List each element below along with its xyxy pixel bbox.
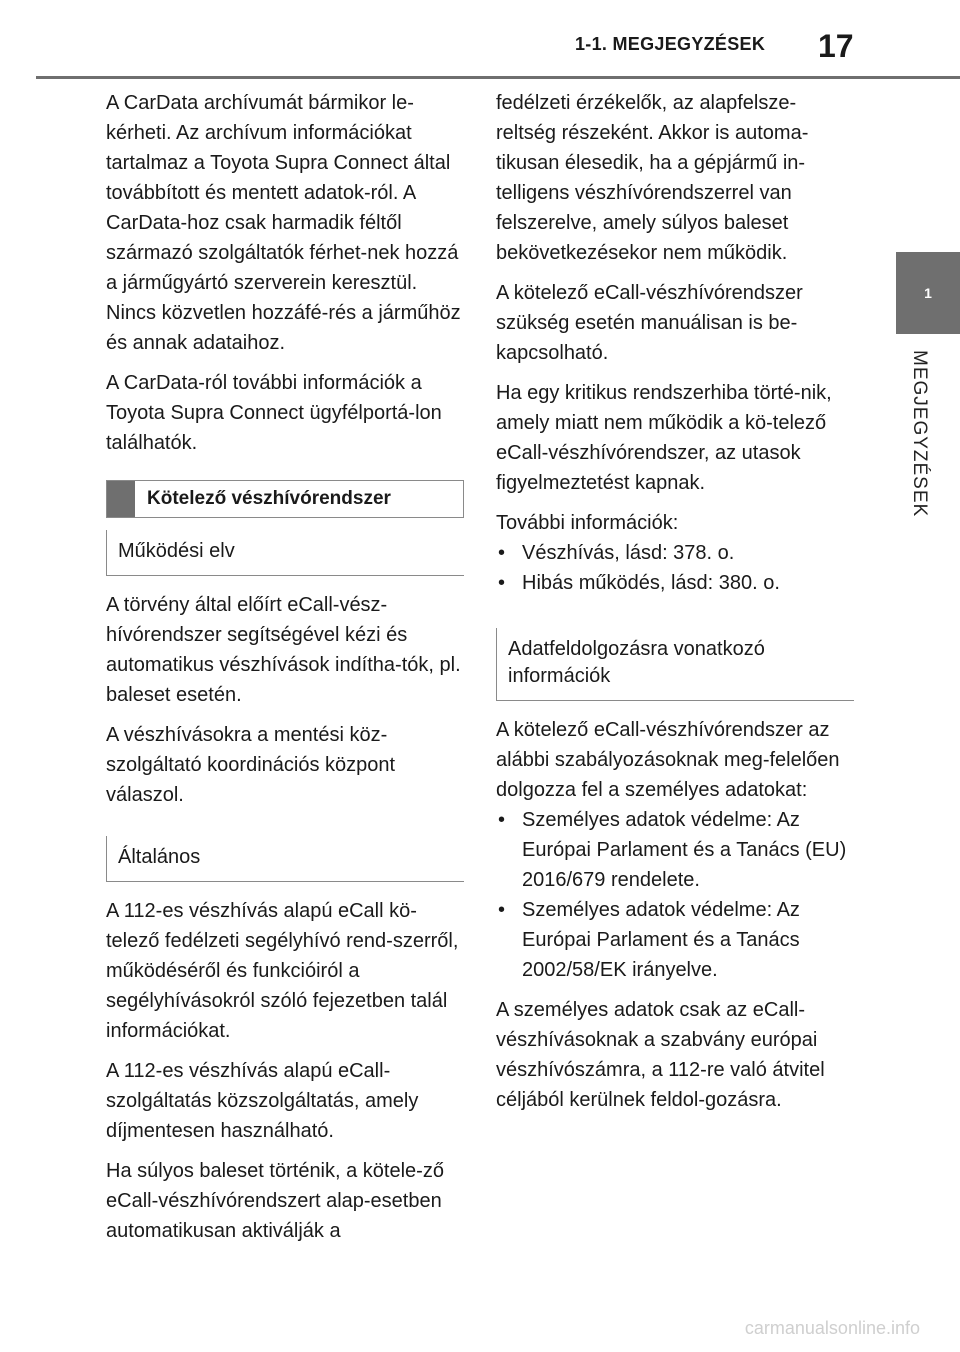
chapter-tab-label: MEGJEGYZÉSEK [909,350,930,518]
list-item: • Hibás működés, lásd: 380. o. [496,568,854,598]
list-item: • Személyes adatok védelme: Az Európai Parlament és a Tanács 2002/58/EK irányelve. [496,895,854,985]
section-heading: Kötelező vészhívórendszer [147,488,391,509]
paragraph: A törvény által előírt eCall-vész-hívórendszer segítségével kézi és automatikus vészhívások indítha-tók, pl. baleset esetén. [106,594,461,706]
list-item: • Vészhívás, lásd: 378. o. [496,538,854,568]
regulation-list [496,805,854,985]
subheading: Adatfeldolgozásra vonatkozó információk [496,626,854,701]
paragraph: A kötelező eCall-vészhívórendszer az alábbi szabályozásoknak meg-felelően dolgozza fel a személyes adatokat: [496,719,840,801]
paragraph: A CarData archívumát bármikor le-kérheti. Az archívum információkat tartalmaz a Toyota Supra Connect által továbbított és mentett adatok-ról. A CarData-hoz csak harmadik féltől származó szolgáltatók férhet-nek hozzá a járműgyártó szerverein keresztül. Nincs közvetlen hozzáfé-rés a járműhöz és annak adataihoz. [106,92,461,354]
paragraph: Ha egy kritikus rendszerhiba törté-nik, amely miatt nem működik a kö-telező eCall-vészhívórendszer, az utasok figyelmeztetést kapnak. [496,382,832,494]
paragraph: A vészhívásokra a mentési köz-szolgáltató koordinációs központ válaszol. [106,724,396,806]
paragraph: A kötelező eCall-vészhívórendszer szükség esetén manuálisan is be-kapcsolható. [496,282,803,364]
header-divider [36,76,960,79]
watermark: carmanualsonline.info [744,1318,920,1338]
list-item: • Személyes adatok védelme: Az Európai Parlament és a Tanács (EU) 2016/679 rendelete. [496,805,854,895]
chapter-tab-number: 1 [896,252,960,334]
right-column [496,88,854,1125]
more-info-list [496,538,854,598]
paragraph: fedélzeti érzékelők, az alapfelsze-reltség részeként. Akkor is automa-tikusan élesedik, ha a gépjármű in-telligens vészhívórendszerrel van felszerelve, amely súlyos baleset bekövetkezésekor nem működik. [496,92,809,264]
page-number: 17 [818,28,854,64]
paragraph: A 112-es vészhívás alapú eCall-szolgáltatás közszolgáltatás, amely díjmentesen használható. [106,1060,419,1142]
section-title: 1-1. MEGJEGYZÉSEK [575,34,766,54]
heading-bar [107,481,135,517]
subheading: Általános [106,834,464,882]
paragraph: Ha súlyos baleset történik, a kötele-ző eCall-vészhívórendszert alap-esetben automatikusan aktiválják a [106,1160,444,1242]
paragraph: A 112-es vészhívás alapú eCall kö-telező fedélzeti segélyhívó rend-szerről, működéséről és funkcióiról a segélyhívásokról szóló fejezetben talál információkat. [106,900,459,1042]
paragraph: A CarData-ról további információk a Toyota Supra Connect ügyfélportá-lon találhatók. [106,372,442,454]
left-column [106,88,464,1256]
paragraph: A személyes adatok csak az eCall-vészhívásoknak a szabvány európai vészhívószámra, a 112-re való átvitel céljából kerülnek feldol-gozásra. [496,999,825,1111]
section-heading-box [106,480,464,518]
subheading: Működési elv [106,528,464,576]
paragraph: További információk: [496,512,679,534]
